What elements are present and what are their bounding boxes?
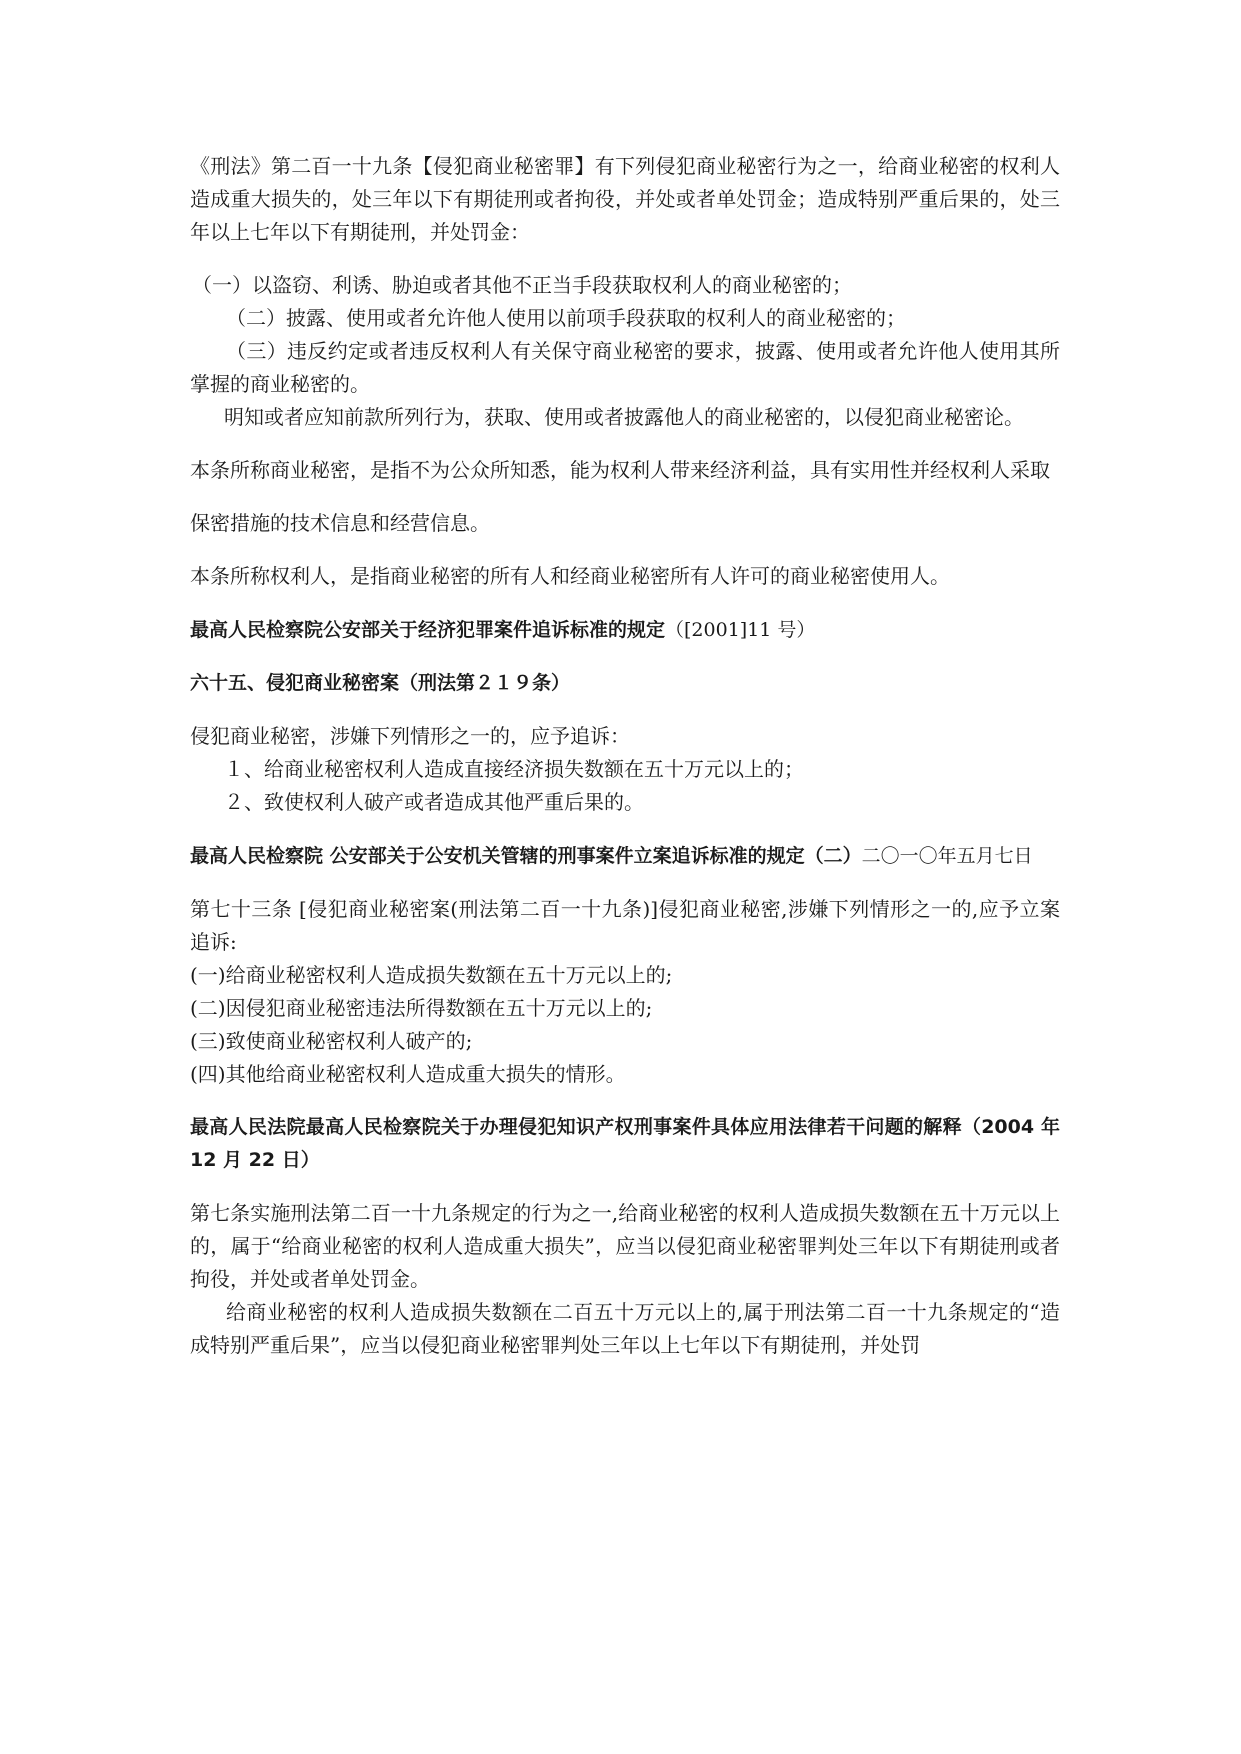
section-4-heading: 最高人民法院最高人民检察院关于办理侵犯知识产权刑事案件具体应用法律若干问题的解释（2004 年 12 月 22 日）	[190, 1116, 1060, 1171]
section-2-heading-doc-number: （[2001]11 号）	[665, 619, 816, 641]
article-219-item-3: （三）违反约定或者违反权利人有关保守商业秘密的要求，披露、使用或者允许他人使用其所掌握的商业秘密的。	[190, 339, 1060, 396]
section-2-heading-title: 最高人民检察院公安部关于经济犯罪案件追诉标准的规定	[190, 619, 666, 641]
section-3-article-73: 第七十三条 [侵犯商业秘密案(刑法第二百一十九条)]侵犯商业秘密,涉嫌下列情形之一的,应予立案追诉:	[190, 897, 1060, 954]
section-2-heading	[190, 613, 1060, 647]
section-3-item-3: (三)致使商业秘密权利人破产的;	[190, 1029, 473, 1053]
article-219-paragraph: 《刑法》第二百一十九条【侵犯商业秘密罪】有下列侵犯商业秘密行为之一，给商业秘密的权利人造成重大损失的，处三年以下有期徒刑或者拘役，并处或者单处罚金；造成特别严重后果的，处三年以上七年以下有期徒刑，并处罚金：	[190, 154, 1060, 244]
trade-secret-definition-cont: 保密措施的技术信息和经营信息。	[190, 511, 490, 535]
section-3-heading-title: 最高人民检察院 公安部关于公安机关管辖的刑事案件立案追诉标准的规定（二）	[190, 845, 862, 867]
section-3-item-1: (一)给商业秘密权利人造成损失数额在五十万元以上的;	[190, 963, 673, 987]
article-219-item-1: （一）以盗窃、利诱、胁迫或者其他不正当手段获取权利人的商业秘密的；	[192, 273, 852, 297]
rights-holder-definition: 本条所称权利人，是指商业秘密的所有人和经商业秘密所有人许可的商业秘密使用人。	[190, 564, 950, 588]
section-3-heading	[190, 839, 1060, 873]
section-3-heading-date: 二〇一〇年五月七日	[861, 845, 1033, 867]
article-219-knowingly-paragraph: 明知或者应知前款所列行为，获取、使用或者披露他人的商业秘密的，以侵犯商业秘密论。	[224, 405, 1024, 429]
section-2-subheading: 六十五、侵犯商业秘密案（刑法第２１９条）	[190, 672, 571, 694]
section-4-article-7: 第七条实施刑法第二百一十九条规定的行为之一,给商业秘密的权利人造成损失数额在五十万元以上的，属于“给商业秘密的权利人造成重大损失”，应当以侵犯商业秘密罪判处三年以下有期徒刑或者拘役，并处或者单处罚金。	[190, 1201, 1060, 1291]
section-3-item-2: (二)因侵犯商业秘密违法所得数额在五十万元以上的;	[190, 996, 653, 1020]
section-2-paragraph: 侵犯商业秘密，涉嫌下列情形之一的，应予追诉：	[190, 724, 630, 748]
section-2-item-1: １、给商业秘密权利人造成直接经济损失数额在五十万元以上的；	[224, 757, 804, 781]
section-3-item-4: (四)其他给商业秘密权利人造成重大损失的情形。	[190, 1062, 626, 1086]
document-page	[190, 150, 1060, 1362]
trade-secret-definition: 本条所称商业秘密，是指不为公众所知悉，能为权利人带来经济利益，具有实用性并经权利人采取	[190, 458, 1050, 482]
section-2-item-2: ２、致使权利人破产或者造成其他严重后果的。	[224, 790, 644, 814]
section-4-article-7-cont: 给商业秘密的权利人造成损失数额在二百五十万元以上的,属于刑法第二百一十九条规定的“造成特别严重后果”，应当以侵犯商业秘密罪判处三年以上七年以下有期徒刑，并处罚	[190, 1300, 1060, 1357]
article-219-item-2: （二）披露、使用或者允许他人使用以前项手段获取的权利人的商业秘密的；	[226, 306, 906, 330]
